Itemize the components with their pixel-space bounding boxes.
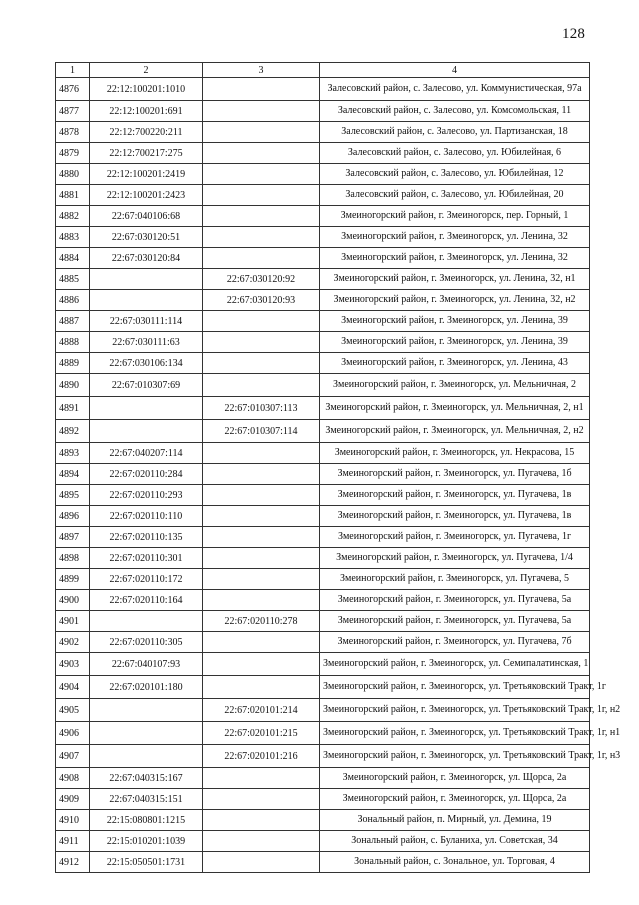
row-number-cell: 4900: [56, 590, 90, 611]
table-row: [56, 527, 590, 548]
table-row: [56, 831, 590, 852]
table-row: [56, 206, 590, 227]
cadastral-number-cell: 22:67:040315:167: [90, 768, 203, 789]
header-row: [56, 63, 590, 78]
row-number-cell: 4905: [56, 699, 90, 722]
premises-cadastral-number-cell: 22:67:020101:216: [203, 745, 320, 768]
address-cell: Змеиногорский район, г. Змеиногорск, ул. Пугачева, 1в: [320, 485, 590, 506]
table-row: [56, 332, 590, 353]
cadastral-number-cell: 22:67:020110:172: [90, 569, 203, 590]
address-cell: Змеиногорский район, г. Змеиногорск, ул. Некрасова, 15: [320, 443, 590, 464]
premises-cadastral-number-cell: [203, 101, 320, 122]
premises-cadastral-number-cell: [203, 374, 320, 397]
row-number-cell: 4883: [56, 227, 90, 248]
row-number-cell: 4907: [56, 745, 90, 768]
premises-cadastral-number-cell: 22:67:030120:93: [203, 290, 320, 311]
row-number-cell: 4893: [56, 443, 90, 464]
cadastral-number-cell: 22:67:040207:114: [90, 443, 203, 464]
row-number-cell: 4894: [56, 464, 90, 485]
address-cell: Змеиногорский район, г. Змеиногорск, ул. Ленина, 32: [320, 248, 590, 269]
premises-cadastral-number-cell: [203, 485, 320, 506]
cadastral-number-cell: 22:67:020110:305: [90, 632, 203, 653]
premises-cadastral-number-cell: [203, 548, 320, 569]
cadastral-number-cell: 22:15:050501:1731: [90, 852, 203, 873]
table-row: [56, 789, 590, 810]
cadastral-number-cell: 22:12:700220:211: [90, 122, 203, 143]
address-cell: Змеиногорский район, г. Змеиногорск, пер. Горный, 1: [320, 206, 590, 227]
premises-cadastral-number-cell: 22:67:020110:278: [203, 611, 320, 632]
address-cell: Змеиногорский район, г. Змеиногорск, ул. Ленина, 43: [320, 353, 590, 374]
row-number-cell: 4897: [56, 527, 90, 548]
row-number-cell: 4909: [56, 789, 90, 810]
row-number-cell: 4910: [56, 810, 90, 831]
cadastral-number-cell: [90, 269, 203, 290]
premises-cadastral-number-cell: [203, 810, 320, 831]
cadastral-number-cell: 22:15:010201:1039: [90, 831, 203, 852]
table-row: [56, 78, 590, 101]
premises-cadastral-number-cell: [203, 831, 320, 852]
row-number-cell: 4888: [56, 332, 90, 353]
cadastral-number-cell: 22:67:020110:135: [90, 527, 203, 548]
table-row: [56, 653, 590, 676]
cadastral-number-cell: [90, 420, 203, 443]
table-row: [56, 164, 590, 185]
cadastral-number-cell: 22:67:030120:51: [90, 227, 203, 248]
premises-cadastral-number-cell: 22:67:020101:215: [203, 722, 320, 745]
row-number-cell: 4901: [56, 611, 90, 632]
property-register-table: [55, 62, 621, 873]
table-row: [56, 311, 590, 332]
address-cell: Залесовский район, с. Залесово, ул. Юбилейная, 12: [320, 164, 590, 185]
row-number-cell: 4882: [56, 206, 90, 227]
cadastral-number-cell: 22:67:020101:180: [90, 676, 203, 699]
cadastral-number-cell: 22:12:700217:275: [90, 143, 203, 164]
address-cell: Змеиногорский район, г. Змеиногорск, ул. Пугачева, 1б: [320, 464, 590, 485]
cadastral-number-cell: 22:67:030111:63: [90, 332, 203, 353]
table-row: [56, 768, 590, 789]
address-cell: Змеиногорский район, г. Змеиногорск, ул. Мельничная, 2, н2: [320, 420, 590, 443]
cadastral-number-cell: [90, 611, 203, 632]
table-row: [56, 699, 590, 722]
table-row: [56, 852, 590, 873]
row-number-cell: 4878: [56, 122, 90, 143]
table-row: [56, 443, 590, 464]
row-number-cell: 4877: [56, 101, 90, 122]
cadastral-number-cell: 22:12:100201:691: [90, 101, 203, 122]
row-number-cell: 4884: [56, 248, 90, 269]
premises-cadastral-number-cell: [203, 206, 320, 227]
cadastral-number-cell: 22:67:030111:114: [90, 311, 203, 332]
address-cell: Зональный район, с. Зональное, ул. Торговая, 4: [320, 852, 590, 873]
cadastral-number-cell: [90, 699, 203, 722]
table-row: [56, 632, 590, 653]
cadastral-number-cell: 22:67:030106:134: [90, 353, 203, 374]
row-number-cell: 4904: [56, 676, 90, 699]
header-col-1: 1: [56, 63, 90, 78]
header-col-3: 3: [203, 63, 320, 78]
premises-cadastral-number-cell: [203, 443, 320, 464]
page-number: 128: [562, 26, 586, 42]
row-number-cell: 4886: [56, 290, 90, 311]
premises-cadastral-number-cell: [203, 506, 320, 527]
premises-cadastral-number-cell: [203, 464, 320, 485]
table-row: [56, 506, 590, 527]
row-number-cell: 4898: [56, 548, 90, 569]
table-row: [56, 548, 590, 569]
premises-cadastral-number-cell: [203, 185, 320, 206]
premises-cadastral-number-cell: [203, 789, 320, 810]
cadastral-number-cell: 22:67:040315:151: [90, 789, 203, 810]
address-cell: Змеиногорский район, г. Змеиногорск, ул. Щорса, 2а: [320, 768, 590, 789]
cadastral-number-cell: [90, 745, 203, 768]
address-cell: Залесовский район, с. Залесово, ул. Коммунистическая, 97а: [320, 78, 590, 101]
address-cell: Змеиногорский район, г. Змеиногорск, ул. Ленина, 39: [320, 332, 590, 353]
address-cell: Змеиногорский район, г. Змеиногорск, ул. Пугачева, 7б: [320, 632, 590, 653]
address-cell: Змеиногорский район, г. Змеиногорск, ул. Третьяковский Тракт, 1г, н1: [320, 722, 590, 745]
premises-cadastral-number-cell: [203, 227, 320, 248]
table-row: [56, 101, 590, 122]
address-cell: Зональный район, с. Буланиха, ул. Советская, 34: [320, 831, 590, 852]
row-number-cell: 4895: [56, 485, 90, 506]
address-cell: Зональный район, п. Мирный, ул. Демина, 19: [320, 810, 590, 831]
cadastral-number-cell: 22:67:040106:68: [90, 206, 203, 227]
address-cell: Змеиногорский район, г. Змеиногорск, ул. Пугачева, 1г: [320, 527, 590, 548]
premises-cadastral-number-cell: [203, 143, 320, 164]
table-row: [56, 248, 590, 269]
table-row: [56, 611, 590, 632]
row-number-cell: 4887: [56, 311, 90, 332]
premises-cadastral-number-cell: [203, 78, 320, 101]
address-cell: Змеиногорский район, г. Змеиногорск, ул. Пугачева, 5а: [320, 611, 590, 632]
address-cell: Змеиногорский район, г. Змеиногорск, ул. Пугачева, 1/4: [320, 548, 590, 569]
table-row: [56, 569, 590, 590]
premises-cadastral-number-cell: [203, 122, 320, 143]
cadastral-number-cell: 22:67:020110:110: [90, 506, 203, 527]
table-row: [56, 290, 590, 311]
cadastral-number-cell: [90, 722, 203, 745]
table-row: [56, 485, 590, 506]
address-cell: Змеиногорский район, г. Змеиногорск, ул. Третьяковский Тракт, 1г, н2: [320, 699, 590, 722]
table-row: [56, 464, 590, 485]
row-number-cell: 4899: [56, 569, 90, 590]
address-cell: Змеиногорский район, г. Змеиногорск, ул. Ленина, 39: [320, 311, 590, 332]
premises-cadastral-number-cell: [203, 332, 320, 353]
cadastral-number-cell: 22:67:010307:69: [90, 374, 203, 397]
address-cell: Змеиногорский район, г. Змеиногорск, ул. Семипалатинская, 1: [320, 653, 590, 676]
address-cell: Залесовский район, с. Залесово, ул. Юбилейная, 20: [320, 185, 590, 206]
premises-cadastral-number-cell: 22:67:010307:114: [203, 420, 320, 443]
table-row: [56, 590, 590, 611]
address-cell: Залесовский район, с. Залесово, ул. Комсомольская, 11: [320, 101, 590, 122]
cadastral-number-cell: 22:67:020110:284: [90, 464, 203, 485]
premises-cadastral-number-cell: [203, 311, 320, 332]
address-cell: Змеиногорский район, г. Змеиногорск, ул. Третьяковский Тракт, 1г: [320, 676, 590, 699]
premises-cadastral-number-cell: 22:67:020101:214: [203, 699, 320, 722]
address-cell: Змеиногорский район, г. Змеиногорск, ул. Пугачева, 5а: [320, 590, 590, 611]
row-number-cell: 4908: [56, 768, 90, 789]
premises-cadastral-number-cell: [203, 569, 320, 590]
table-row: [56, 722, 590, 745]
premises-cadastral-number-cell: [203, 527, 320, 548]
address-cell: Змеиногорский район, г. Змеиногорск, ул. Мельничная, 2, н1: [320, 397, 590, 420]
premises-cadastral-number-cell: 22:67:030120:92: [203, 269, 320, 290]
premises-cadastral-number-cell: [203, 248, 320, 269]
header-col-4: 4: [320, 63, 590, 78]
row-number-cell: 4885: [56, 269, 90, 290]
row-number-cell: 4903: [56, 653, 90, 676]
premises-cadastral-number-cell: [203, 852, 320, 873]
cadastral-number-cell: 22:67:020110:164: [90, 590, 203, 611]
premises-cadastral-number-cell: [203, 768, 320, 789]
row-number-cell: 4892: [56, 420, 90, 443]
table-row: [56, 185, 590, 206]
row-number-cell: 4911: [56, 831, 90, 852]
cadastral-number-cell: 22:67:020110:293: [90, 485, 203, 506]
cadastral-number-cell: 22:67:040107:93: [90, 653, 203, 676]
table-row: [56, 143, 590, 164]
address-cell: Змеиногорский район, г. Змеиногорск, ул. Третьяковский Тракт, 1г, н3: [320, 745, 590, 768]
table-row: [56, 420, 590, 443]
row-number-cell: 4876: [56, 78, 90, 101]
address-cell: Змеиногорский район, г. Змеиногорск, ул. Ленина, 32, н1: [320, 269, 590, 290]
table-row: [56, 810, 590, 831]
address-cell: Змеиногорский район, г. Змеиногорск, ул. Пугачева, 1в: [320, 506, 590, 527]
row-number-cell: 4890: [56, 374, 90, 397]
row-number-cell: 4906: [56, 722, 90, 745]
row-number-cell: 4880: [56, 164, 90, 185]
address-cell: Залесовский район, с. Залесово, ул. Партизанская, 18: [320, 122, 590, 143]
table-row: [56, 745, 590, 768]
row-number-cell: 4889: [56, 353, 90, 374]
row-number-cell: 4896: [56, 506, 90, 527]
row-number-cell: 4902: [56, 632, 90, 653]
premises-cadastral-number-cell: 22:67:010307:113: [203, 397, 320, 420]
table-body: [56, 78, 621, 873]
table-row: [56, 227, 590, 248]
table-row: [56, 353, 590, 374]
premises-cadastral-number-cell: [203, 653, 320, 676]
cadastral-number-cell: 22:67:030120:84: [90, 248, 203, 269]
premises-cadastral-number-cell: [203, 632, 320, 653]
row-number-cell: 4891: [56, 397, 90, 420]
table-header: [56, 63, 590, 78]
cadastral-number-cell: 22:12:100201:1010: [90, 78, 203, 101]
row-number-cell: 4912: [56, 852, 90, 873]
premises-cadastral-number-cell: [203, 676, 320, 699]
header-col-2: 2: [90, 63, 203, 78]
table-row: [56, 269, 590, 290]
cadastral-number-cell: [90, 290, 203, 311]
cadastral-number-cell: [90, 397, 203, 420]
cadastral-number-cell: 22:67:020110:301: [90, 548, 203, 569]
table-row: [56, 676, 590, 699]
address-cell: Залесовский район, с. Залесово, ул. Юбилейная, 6: [320, 143, 590, 164]
address-cell: Змеиногорский район, г. Змеиногорск, ул. Ленина, 32, н2: [320, 290, 590, 311]
address-cell: Змеиногорский район, г. Змеиногорск, ул. Ленина, 32: [320, 227, 590, 248]
cadastral-number-cell: 22:12:100201:2423: [90, 185, 203, 206]
table-row: [56, 122, 590, 143]
table-row: [56, 374, 590, 397]
cadastral-number-cell: 22:12:100201:2419: [90, 164, 203, 185]
cadastral-number-cell: 22:15:080801:1215: [90, 810, 203, 831]
address-cell: Змеиногорский район, г. Змеиногорск, ул. Пугачева, 5: [320, 569, 590, 590]
premises-cadastral-number-cell: [203, 353, 320, 374]
row-number-cell: 4881: [56, 185, 90, 206]
premises-cadastral-number-cell: [203, 590, 320, 611]
row-number-cell: 4879: [56, 143, 90, 164]
premises-cadastral-number-cell: [203, 164, 320, 185]
table-row: [56, 397, 590, 420]
address-cell: Змеиногорский район, г. Змеиногорск, ул. Щорса, 2а: [320, 789, 590, 810]
address-cell: Змеиногорский район, г. Змеиногорск, ул. Мельничная, 2: [320, 374, 590, 397]
